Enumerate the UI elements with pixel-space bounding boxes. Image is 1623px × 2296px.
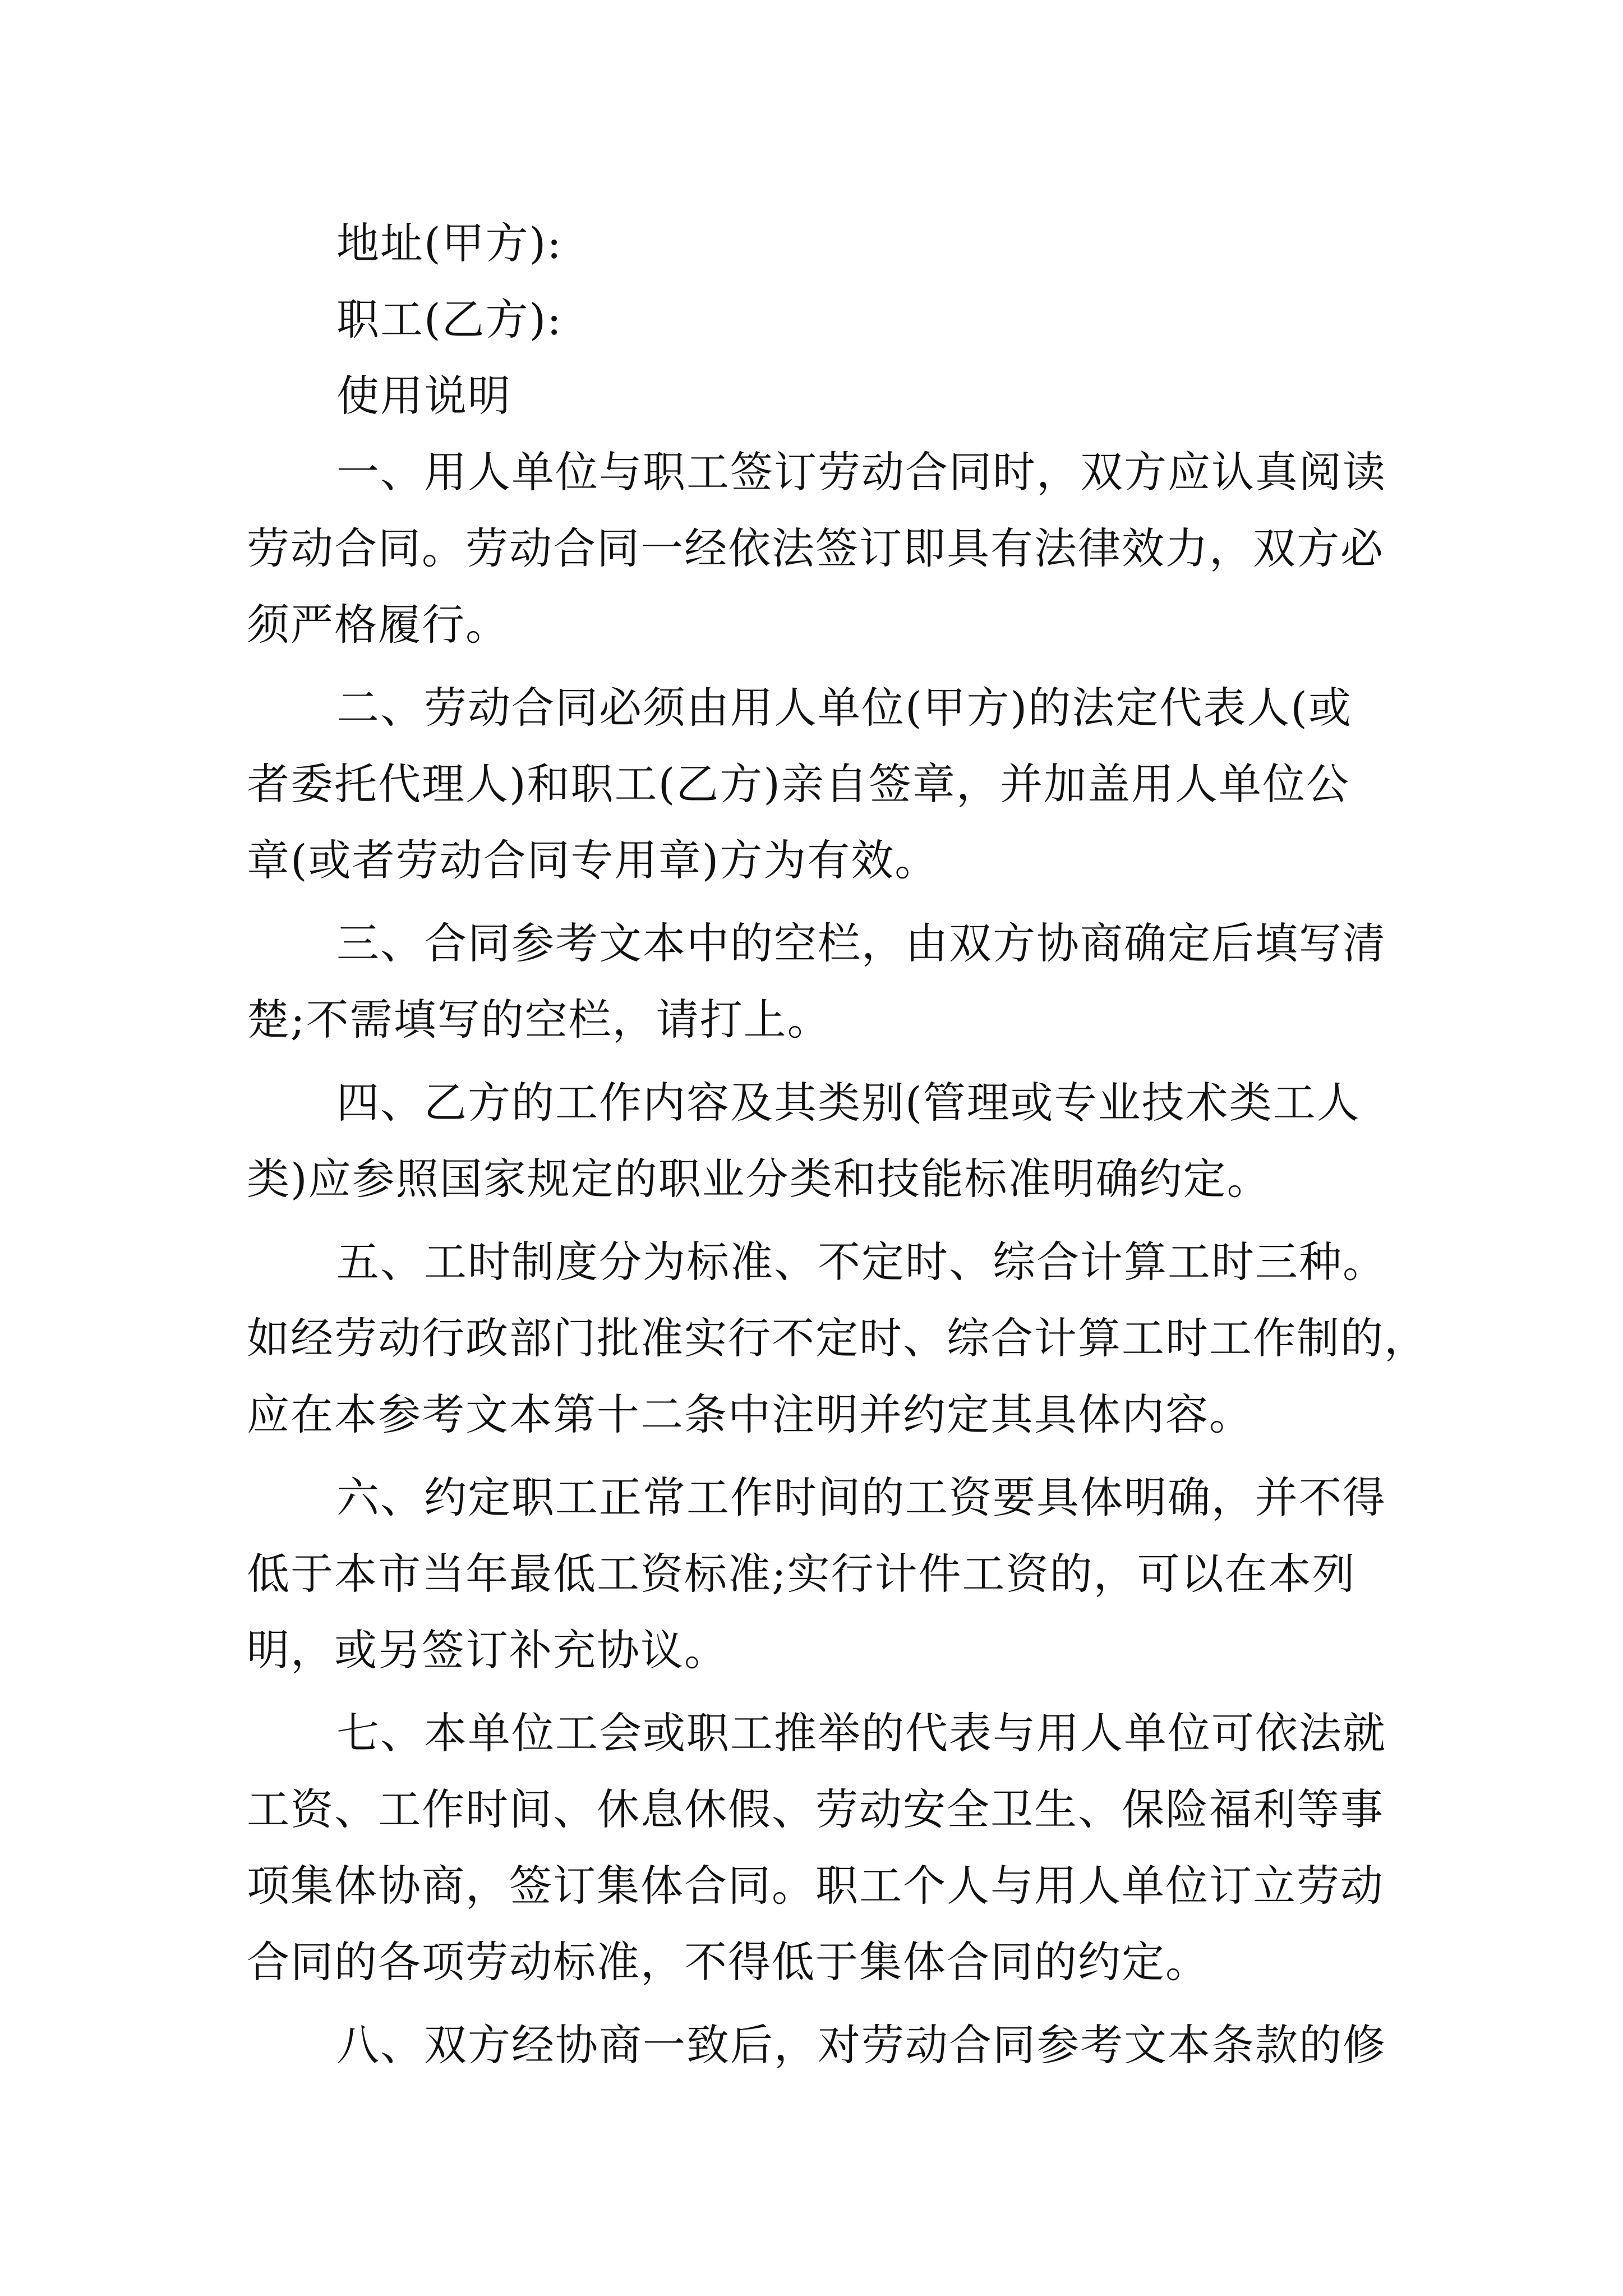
- paragraph-line: 工资、工作时间、休息休假、劳动安全卫生、保险福利等事: [247, 1784, 1384, 1834]
- paragraph-line: 一、用人单位与职工签订劳动合同时，双方应认真阅读: [336, 447, 1386, 497]
- paragraph-line: 三、合同参考文本中的空栏，由双方协商确定后填写清: [336, 918, 1386, 968]
- paragraph-line: 类)应参照国家规定的职业分类和技能标准明确约定。: [247, 1154, 1271, 1204]
- paragraph-7: [247, 1695, 1385, 2000]
- paragraph-3: [247, 905, 1385, 1058]
- paragraph-line: 五、工时制度分为标准、不定时、综合计算工时三种。: [336, 1237, 1386, 1287]
- paragraph-line: 六、约定职工正常工作时间的工资要具体明确，并不得: [336, 1473, 1386, 1522]
- paragraph-5: [247, 1224, 1428, 1453]
- document-body: [247, 205, 1428, 2083]
- paragraph-8: [247, 2007, 1385, 2083]
- paragraph-line: 明，或另签订补充协议。: [247, 1625, 728, 1675]
- paragraph-line: 须严格履行。: [247, 600, 509, 650]
- paragraph-1: [247, 434, 1385, 663]
- paragraph-line: 应在本参考文本第十二条中注明并约定其具体内容。: [247, 1389, 1253, 1439]
- paragraph-line: 项集体协商，签订集体合同。职工个人与用人单位订立劳动: [247, 1861, 1384, 1911]
- paragraph-line: 者委托代理人)和职工(乙方)亲自签章，并加盖用人单位公: [247, 759, 1350, 809]
- usage-instructions-heading: 使用说明: [336, 371, 511, 421]
- paragraph-line: 低于本市当年最低工资标准;实行计件工资的，可以在本列: [247, 1549, 1356, 1599]
- paragraph-line: 四、乙方的工作内容及其类别(管理或专业技术类工人: [336, 1078, 1361, 1128]
- paragraph-line: 如经劳动行政部门批准实行不定时、综合计算工时工作制的，: [247, 1313, 1428, 1363]
- paragraph-line: 章(或者劳动合同专用章)方为有效。: [247, 835, 939, 885]
- employee-party-b-label: 职工(乙方):: [336, 295, 562, 344]
- address-party-a-label: 地址(甲方):: [336, 218, 562, 268]
- paragraph-line: 二、劳动合同必须由用人单位(甲方)的法定代表人(或: [336, 683, 1352, 733]
- paragraph-line: 楚;不需填写的空栏，请打上。: [247, 995, 831, 1045]
- paragraph-line: 七、本单位工会或职工推举的代表与用人单位可依法就: [336, 1708, 1386, 1758]
- paragraph-6: [247, 1460, 1385, 1688]
- paragraph-line: 劳动合同。劳动合同一经依法签订即具有法律效力，双方必: [247, 523, 1384, 573]
- paragraph-4: [247, 1065, 1385, 1217]
- paragraph-2: [247, 670, 1385, 899]
- paragraph-line: 合同的各项劳动标准，不得低于集体合同的约定。: [247, 1937, 1209, 1987]
- paragraph-line: 八、双方经协商一致后，对劳动合同参考文本条款的修: [336, 2020, 1386, 2070]
